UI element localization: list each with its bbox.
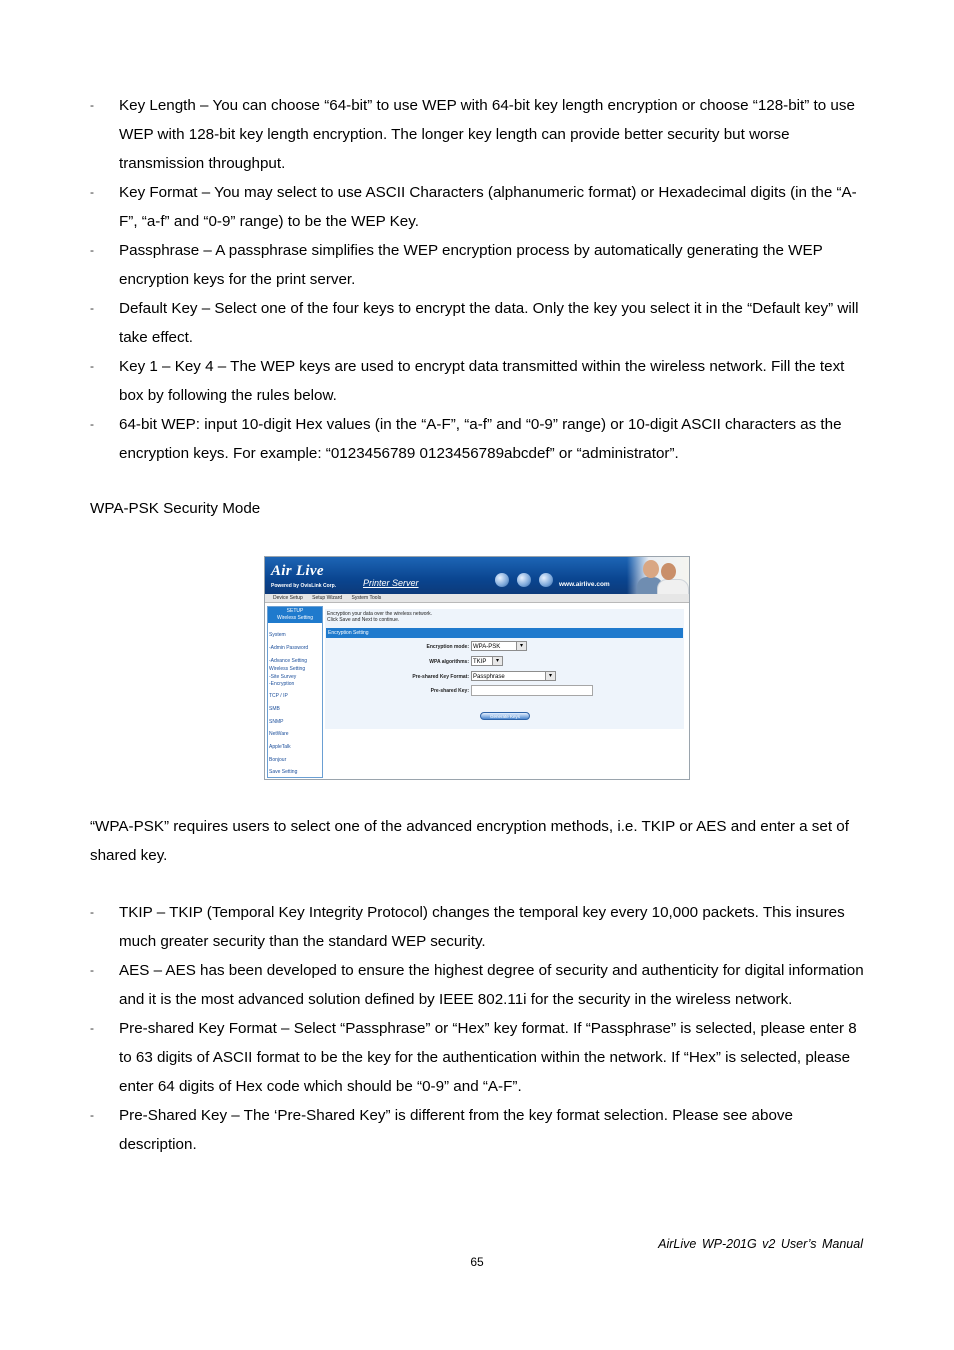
intro-line: Encryption your data over the wireless network. <box>327 611 433 617</box>
bullet-text: TKIP – TKIP (Temporal Key Integrity Protocol) changes the temporal key every 10,000 packets. This insures much greater security than the standard WEP security. <box>119 904 845 950</box>
bullet-text: AES – AES has been developed to ensure the highest degree of security and authenticity for digital information and it is the most advanced solution defined by IEEE 802.11i for the security in the wireless network. <box>119 962 864 1008</box>
sidebar-item-advance-setting[interactable]: -Advance Setting <box>269 658 308 664</box>
website-link[interactable]: www.airlive.com <box>559 581 610 588</box>
bullet-item <box>90 236 870 294</box>
sidebar-header-subtitle: Wireless Setting <box>276 615 314 621</box>
wpa-psk-paragraph: “WPA-PSK” requires users to select one of the advanced encryption methods, i.e. TKIP or AES and enter a set of shared key. <box>90 818 849 864</box>
wpa-algorithms-label: WPA algorithms: <box>429 659 469 665</box>
bullet-item <box>90 352 870 410</box>
chevron-down-icon: ▾ <box>516 642 526 650</box>
globe-icon <box>539 573 553 587</box>
encryption-mode-value: WPA-PSK <box>473 644 501 650</box>
bullet-dash: - <box>90 1108 94 1122</box>
bullet-item <box>90 91 870 178</box>
bullet-text: Pre-shared Key Format – Select “Passphrase” or “Hex” key format. If “Passphrase” is selected, please enter 8 to 63 digits of ASCII format to be the key for the authentication within the network. If “Hex” is selected, please enter 64 digits of Hex code which should be “0-9” and “A-F”. <box>119 1020 857 1095</box>
bullet-text: Passphrase – A passphrase simplifies the WEP encryption process by automatically generating the WEP encryption keys for the print server. <box>119 242 823 288</box>
bullet-item <box>90 410 870 468</box>
menu-system-tools[interactable]: System Tools <box>351 595 382 601</box>
section-heading: WPA-PSK Security Mode <box>90 500 261 517</box>
sidebar-item-snmp[interactable]: SNMP <box>269 719 284 725</box>
bullet-text: Pre-Shared Key – The ‘Pre-Shared Key” is different from the key format selection. Please see above description. <box>119 1107 793 1153</box>
intro-text <box>327 611 432 623</box>
bullet-list-wpa <box>90 898 870 1159</box>
sidebar-item-bonjour[interactable]: Bonjour <box>269 757 287 763</box>
key-format-value: Passphrase <box>473 674 505 680</box>
airlive-logo: Air Live <box>271 563 324 579</box>
people-photo-head <box>661 563 676 580</box>
product-name: Printer Server <box>363 578 419 588</box>
bullet-text: Default Key – Select one of the four keys to encrypt the data. Only the key you select it in the “Default key” will take effect. <box>119 300 859 346</box>
top-menu <box>265 594 689 603</box>
sidebar-item-encryption[interactable]: -Encryption <box>269 681 295 687</box>
encryption-mode-label: Encryption mode: <box>426 644 469 650</box>
content-panel <box>325 609 684 729</box>
sidebar-item-netware[interactable]: NetWare <box>269 731 289 737</box>
logo-subtitle: Powered by OvisLink Corp. <box>271 583 337 589</box>
bullet-dash: - <box>90 98 94 112</box>
bullet-text: Key Length – You can choose “64-bit” to use WEP with 64-bit key length encryption or choose “128-bit” to use WEP with 128-bit key length encryption. The longer key length can provide better security but worse transmission throughput. <box>119 97 855 172</box>
intro-line: Click Save and Next to continue. <box>327 617 400 623</box>
encryption-setting-bar: Encryption Setting <box>326 628 683 638</box>
sidebar-header-title: SETUP <box>286 608 304 614</box>
bullet-dash: - <box>90 963 94 977</box>
sidebar-item-appletalk[interactable]: AppleTalk <box>269 744 291 750</box>
globe-icon <box>495 573 509 587</box>
bullet-dash: - <box>90 185 94 199</box>
menu-setup-wizard[interactable]: Setup Wizard <box>312 595 343 601</box>
bullet-item <box>90 294 870 352</box>
sidebar-item-tcp-ip[interactable]: TCP / IP <box>269 693 288 699</box>
bullet-dash: - <box>90 243 94 257</box>
bullet-dash: - <box>90 301 94 315</box>
bullet-text: 64-bit WEP: input 10-digit Hex values (in the “A-F”, “a-f” and “0-9” range) or 10-digit ASCII characters as the encryption keys. For example: “0123456789 0123456789abcdef” or “administrator”. <box>119 416 842 462</box>
key-format-select[interactable] <box>471 671 556 681</box>
pre-shared-key-label: Pre-shared Key: <box>430 688 469 694</box>
page-number: 65 <box>470 1255 484 1269</box>
printer-server-screenshot <box>264 556 690 780</box>
bullet-text: Key 1 – Key 4 – The WEP keys are used to encrypt data transmitted within the wireless network. Fill the text box by following the rules below. <box>119 358 845 404</box>
encryption-mode-select[interactable] <box>471 641 527 651</box>
key-format-label: Pre-shared Key Format: <box>412 674 469 680</box>
bullet-text: Key Format – You may select to use ASCII Characters (alphanumeric format) or Hexadecimal digits (in the “A-F”, “a-f” and “0-9” range) to be the WEP Key. <box>119 184 857 230</box>
manual-footer: AirLive WP-201G v2 User’s Manual <box>658 1237 863 1251</box>
bullet-item <box>90 1014 870 1101</box>
pre-shared-key-input[interactable] <box>471 685 593 696</box>
bullet-list-wep <box>90 91 870 468</box>
sidebar-header <box>268 607 322 623</box>
bullet-dash: - <box>90 1021 94 1035</box>
sidebar-item-system[interactable]: System <box>269 632 286 638</box>
bullet-item <box>90 956 870 1014</box>
generate-keys-button[interactable]: Generate Keys <box>480 712 530 720</box>
bullet-item <box>90 1101 870 1159</box>
sidebar-item-save-setting[interactable]: Save Setting <box>269 769 298 775</box>
people-photo-head <box>643 560 659 578</box>
wpa-algorithms-value: TKIP <box>473 659 487 665</box>
globe-icon <box>517 573 531 587</box>
sidebar-item-wireless-setting[interactable]: Wireless Setting <box>269 666 306 672</box>
sidebar-item-smb[interactable]: SMB <box>269 706 280 712</box>
wpa-algorithms-select[interactable] <box>471 656 503 666</box>
bullet-item <box>90 178 870 236</box>
chevron-down-icon: ▾ <box>492 657 502 665</box>
sidebar-item-admin-password[interactable]: -Admin Password <box>269 645 309 651</box>
chevron-down-icon: ▾ <box>545 672 555 680</box>
bullet-dash: - <box>90 359 94 373</box>
sidebar <box>267 606 323 778</box>
bullet-dash: - <box>90 417 94 431</box>
bullet-item <box>90 898 870 956</box>
bullet-dash: - <box>90 905 94 919</box>
menu-device-setup[interactable]: Device Setup <box>273 595 303 601</box>
sidebar-item-site-survey[interactable]: -Site Survey <box>269 674 297 680</box>
